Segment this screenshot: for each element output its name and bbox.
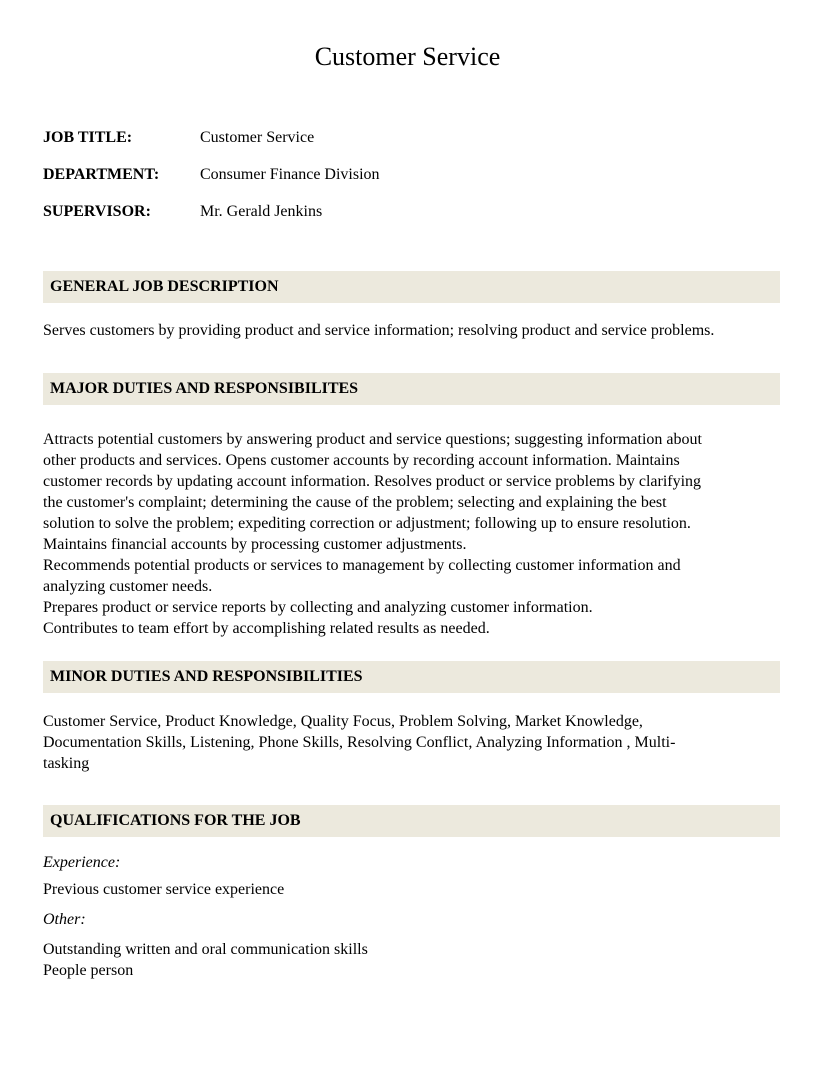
info-value: Customer Service <box>200 129 315 146</box>
info-row-supervisor <box>43 202 780 222</box>
qualification-label-other: Other: <box>43 911 86 928</box>
qualification-item: Outstanding written and oral communication skills <box>43 941 368 958</box>
section-body-qualifications <box>43 852 780 981</box>
section-heading-major-duties: MAJOR DUTIES AND RESPONSIBILITES <box>43 373 780 405</box>
body-line: customer records by updating account information. Resolves product or service problems by clarifying <box>43 473 702 490</box>
section-body-minor-duties <box>43 711 780 774</box>
section-heading-minor-duties: MINOR DUTIES AND RESPONSIBILITIES <box>43 661 780 693</box>
body-line: other products and services. Opens customer accounts by recording account information. Maintains <box>43 452 680 469</box>
body-line: solution to solve the problem; expediting correction or adjustment; following up to ensure resolution. <box>43 515 691 532</box>
info-label: JOB TITLE: <box>43 129 133 146</box>
info-value: Consumer Finance Division <box>200 166 380 183</box>
body-line: Contributes to team effort by accomplishing related results as needed. <box>43 620 490 637</box>
info-value: Mr. Gerald Jenkins <box>200 203 323 220</box>
section-body-general-job-description <box>43 320 780 341</box>
document-title: Customer Service <box>314 42 501 71</box>
body-line: Serves customers by providing product and service information; resolving product and service problems. <box>43 322 715 339</box>
qualification-item: People person <box>43 962 134 979</box>
section-body-major-duties <box>43 429 780 639</box>
body-line: tasking <box>43 755 90 772</box>
body-line: Customer Service, Product Knowledge, Quality Focus, Problem Solving, Market Knowledge, <box>43 713 643 730</box>
body-line: Maintains financial accounts by processing customer adjustments. <box>43 536 467 553</box>
job-info-table <box>43 128 780 222</box>
info-row-department <box>43 165 780 185</box>
info-row-job-title <box>43 128 780 148</box>
qualification-label-experience: Experience: <box>43 854 121 871</box>
body-line: the customer's complaint; determining the cause of the problem; selecting and explaining the best <box>43 494 667 511</box>
info-label: SUPERVISOR: <box>43 203 151 220</box>
body-line: Recommends potential products or services to management by collecting customer information and <box>43 557 681 574</box>
section-heading-general-job-description: GENERAL JOB DESCRIPTION <box>43 271 780 303</box>
body-line: Prepares product or service reports by collecting and analyzing customer information. <box>43 599 593 616</box>
body-line: Documentation Skills, Listening, Phone Skills, Resolving Conflict, Analyzing Information , Multi- <box>43 734 676 751</box>
qualification-item: Previous customer service experience <box>43 881 285 898</box>
info-label: DEPARTMENT: <box>43 166 160 183</box>
section-heading-qualifications: QUALIFICATIONS FOR THE JOB <box>43 805 780 837</box>
body-line: analyzing customer needs. <box>43 578 213 595</box>
body-line: Attracts potential customers by answering product and service questions; suggesting information about <box>43 431 702 448</box>
